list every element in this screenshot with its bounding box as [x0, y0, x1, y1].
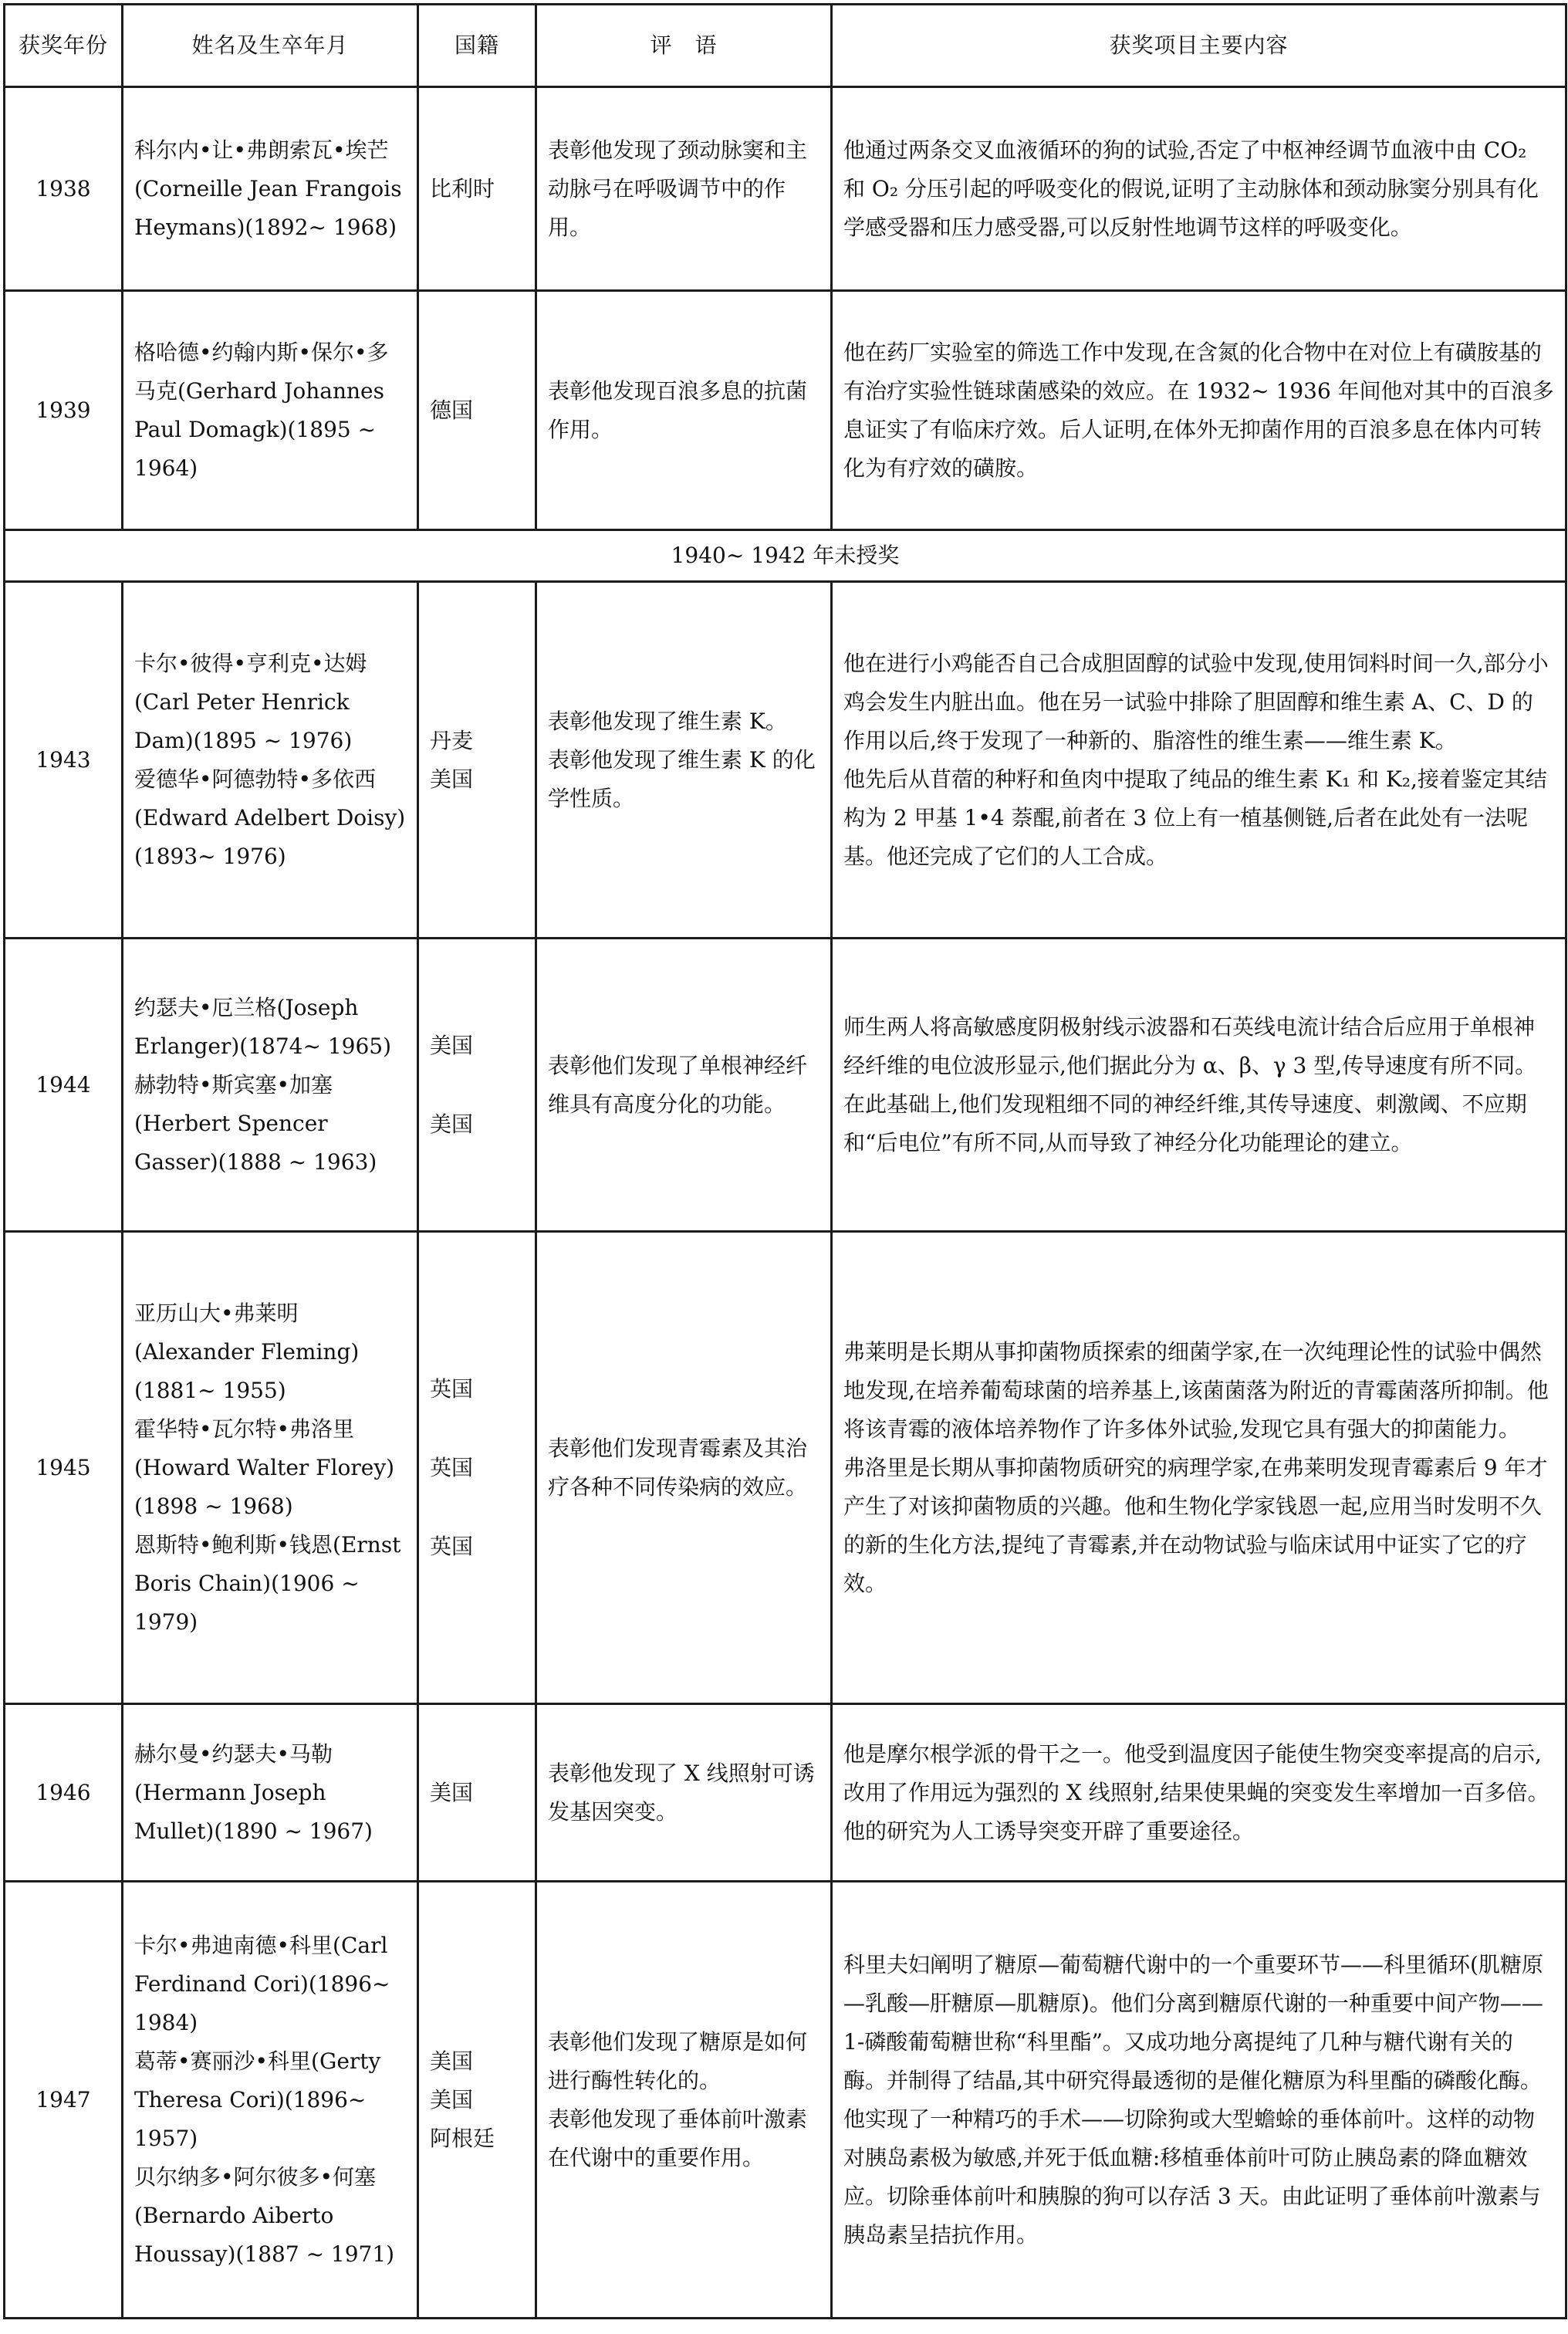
- header-year: 获奖年份: [5, 5, 123, 87]
- year-cell: 1947: [5, 1882, 123, 2319]
- nationality: 美国: [430, 766, 474, 792]
- table-row: [5, 939, 1566, 1232]
- comment-cell: [536, 1232, 832, 1704]
- laureate-name: 恩斯特•鲍利斯•钱恩(Ernst Boris Chain)(1906 ~ 1979): [134, 1531, 401, 1635]
- comment-cell: [536, 939, 832, 1232]
- citation: 表彰他们发现青霉素及其治疗各种不同传染病的效应。: [548, 1435, 808, 1500]
- content-cell: [832, 939, 1566, 1232]
- content-cell: [832, 291, 1566, 530]
- comment-cell: [536, 1704, 832, 1882]
- name-cell: [123, 582, 418, 939]
- nationality: 美国: [430, 1111, 474, 1137]
- nationality: 英国: [430, 1533, 474, 1559]
- nationality: 丹麦: [430, 727, 474, 753]
- laureate-name: 格哈德•约翰内斯•保尔•多马克(Gerhard Johannes Paul Domagk)(1895 ~ 1964): [134, 339, 389, 481]
- content-paragraph: 弗莱明是长期从事抑菌物质探索的细菌学家,在一次纯理论性的试验中偶然地发现,在培养葡萄球菌的培养基上,该菌菌落为附近的青霉菌落所抑制。他将该青霉的液体培养物作了许多体外试验,发现它具有强大的抑菌能力。: [843, 1338, 1549, 1442]
- laureate-name: 卡尔•弗迪南德•科里(Carl Ferdinand Cori)(1896~ 1984): [134, 1932, 390, 2035]
- content-cell: [832, 1232, 1566, 1704]
- nation-cell: [418, 1232, 536, 1704]
- nobel-prize-table: [3, 3, 1567, 2319]
- content-cell: [832, 87, 1566, 291]
- laureate-name: 卡尔•彼得•亨利克•达姆(Carl Peter Henrick Dam)(1895 ~ 1976): [134, 650, 367, 753]
- table-row: [5, 291, 1566, 530]
- laureate-name: 亚历山大•弗莱明(Alexander Fleming)(1881~ 1955): [134, 1300, 360, 1403]
- laureate-name: 赫勃特•斯宾塞•加塞(Herbert Spencer Gasser)(1888 ~ 1963): [134, 1071, 377, 1175]
- nationality: 英国: [430, 1375, 474, 1402]
- header-content: 获奖项目主要内容: [832, 5, 1566, 87]
- table-row: [5, 582, 1566, 939]
- year-cell: 1944: [5, 939, 123, 1232]
- laureate-name: 霍华特•瓦尔特•弗洛里(Howard Walter Florey)(1898 ~ 1968): [134, 1416, 395, 1519]
- comment-cell: [536, 1882, 832, 2319]
- nation-cell: [418, 1882, 536, 2319]
- header-row: [5, 5, 1566, 87]
- citation: 表彰他发现了颈动脉窦和主动脉弓在呼吸调节中的作用。: [548, 137, 808, 240]
- nationality: 美国: [430, 2048, 474, 2074]
- nationality: 美国: [430, 1779, 474, 1805]
- spacer: [430, 1065, 524, 1105]
- laureate-name: 赫尔曼•约瑟夫•马勒(Hermann Joseph Mullet)(1890 ~ 1967): [134, 1740, 373, 1844]
- content-paragraph: 他在进行小鸡能否自己合成胆固醇的试验中发现,使用饲料时间一久,部分小鸡会发生内脏出血。他在另一试验中排除了胆固醇和维生素 A、C、D 的作用以后,终于发现了一种新的、脂溶性的维生素——维生素 K。: [843, 650, 1549, 753]
- nationality: 英国: [430, 1454, 474, 1480]
- name-cell: [123, 1232, 418, 1704]
- content-paragraph: 他是摩尔根学派的骨干之一。他受到温度因子能使生物突变率提高的启示,改用了作用远为强烈的 X 线照射,结果使果蝇的突变发生率增加一百多倍。他的研究为人工诱导突变开辟了重要途径。: [843, 1740, 1549, 1844]
- laureate-name: 约瑟夫•厄兰格(Joseph Erlanger)(1874~ 1965): [134, 994, 392, 1059]
- year-cell: 1946: [5, 1704, 123, 1882]
- laureate-name: 葛蒂•赛丽沙•科里(Gerty Theresa Cori)(1896~ 1957): [134, 2048, 381, 2151]
- nationality: 美国: [430, 2086, 474, 2112]
- comment-cell: [536, 291, 832, 530]
- laureate-name: 贝尔纳多•阿尔彼多•何塞(Bernardo Aiberto Houssay)(1887 ~ 1971): [134, 2163, 395, 2267]
- name-cell: [123, 939, 418, 1232]
- year-cell: 1945: [5, 1232, 123, 1704]
- header-name: 姓名及生卒年月: [123, 5, 418, 87]
- table-row: [5, 1882, 1566, 2319]
- content-paragraph: 他实现了一种精巧的手术——切除狗或大型蟾蜍的垂体前叶。这样的动物对胰岛素极为敏感,并死于低血糖:移植垂体前叶可防止胰岛素的降血糖效应。切除垂体前叶和胰腺的狗可以存活 3 天。由此证明了垂体前叶激素与胰岛素呈拮抗作用。: [843, 2106, 1541, 2248]
- content-paragraph: 他通过两条交叉血液循环的狗的试验,否定了中枢神经调节血液中由 CO₂ 和 O₂ 分压引起的呼吸变化的假说,证明了主动脉体和颈动脉窦分别具有化学感受器和压力感受器,可以反射性地调节这样的呼吸变化。: [843, 137, 1539, 240]
- nation-cell: [418, 939, 536, 1232]
- no-award-row: [5, 530, 1566, 582]
- laureate-name: 爱德华•阿德勃特•多依西(Edward Adelbert Doisy)(1893~ 1976): [134, 766, 406, 869]
- content-paragraph: 他先后从苜蓿的种籽和鱼肉中提取了纯品的维生素 K₁ 和 K₂,接着鉴定其结构为 2 甲基 1•4 萘醌,前者在 3 位上有一植基侧链,后者在此处有一法呢基。他还完成了它们的人工合成。: [843, 766, 1547, 869]
- header-nation: 国籍: [418, 5, 536, 87]
- table-row: [5, 1704, 1566, 1882]
- no-award-note: 1940~ 1942 年未授奖: [5, 530, 1566, 582]
- nationality: 美国: [430, 1032, 474, 1058]
- table-row: [5, 87, 1566, 291]
- name-cell: [123, 291, 418, 530]
- citation: 表彰他发现了 X 线照射可诱发基因突变。: [548, 1760, 815, 1825]
- header-comment: 评 语: [536, 5, 832, 87]
- laureate-name: 科尔内•让•弗朗索瓦•埃芒(Corneille Jean Frangois Heymans)(1892~ 1968): [134, 137, 402, 240]
- nationality: 阿根廷: [430, 2125, 495, 2151]
- comment-cell: [536, 87, 832, 291]
- name-cell: [123, 1882, 418, 2319]
- citation: 表彰他发现了维生素 K。: [548, 708, 787, 734]
- content-paragraph: 科里夫妇阐明了糖原—葡萄糖代谢中的一个重要环节——科里循环(肌糖原—乳酸—肝糖原—肌糖原)。他们分离到糖原代谢的一种重要中间产物—— 1-磷酸葡萄糖世称“科里酯”。又成功地分离提纯了几种与糖代谢有关的酶。并制得了结晶,其中研究得最透彻的是催化糖原为科里酯的磷酸化酶。: [843, 1951, 1543, 2093]
- citation: 表彰他发现百浪多息的抗菌作用。: [548, 377, 808, 442]
- nation-cell: [418, 582, 536, 939]
- content-paragraph: 师生两人将高敏感度阴极射线示波器和石英线电流计结合后应用于单根神经纤维的电位波形显示,他们据此分为 α、β、γ 3 型,传导速度有所不同。在此基础上,他们发现粗细不同的神经纤维,其传导速度、刺激阈、不应期和“后电位”有所不同,从而导致了神经分化功能理论的建立。: [843, 1013, 1537, 1155]
- year-cell: 1943: [5, 582, 123, 939]
- content-paragraph: 他在药厂实验室的筛选工作中发现,在含氮的化合物中在对位上有磺胺基的有治疗实验性链球菌感染的效应。在 1932~ 1936 年间他对其中的百浪多息证实了有临床疗效。后人证明,在体外无抑菌作用的百浪多息在体内可转化为有疗效的磺胺。: [843, 339, 1554, 481]
- content-paragraph: 弗洛里是长期从事抑菌物质研究的病理学家,在弗莱明发现青霉素后 9 年才产生了对该抑菌物质的兴趣。他和生物化学家钱恩一起,应用当时发明不久的新的生化方法,提纯了青霉素,并在动物试验与临床试用中证实了它的疗效。: [843, 1454, 1548, 1596]
- nation-cell: [418, 291, 536, 530]
- nation-cell: [418, 1704, 536, 1882]
- citation: 表彰他发现了维生素 K 的化学性质。: [548, 746, 816, 811]
- year-cell: 1938: [5, 87, 123, 291]
- year-cell: 1939: [5, 291, 123, 530]
- name-cell: [123, 87, 418, 291]
- content-cell: [832, 582, 1566, 939]
- nationality: 比利时: [430, 175, 495, 201]
- name-cell: [123, 1704, 418, 1882]
- citation: 表彰他们发现了单根神经纤维具有高度分化的功能。: [548, 1052, 808, 1117]
- content-cell: [832, 1882, 1566, 2319]
- citation: 表彰他发现了垂体前叶激素在代谢中的重要作用。: [548, 2106, 808, 2170]
- spacer: [430, 1409, 524, 1449]
- nation-cell: [418, 87, 536, 291]
- comment-cell: [536, 582, 832, 939]
- table-row: [5, 1232, 1566, 1704]
- citation: 表彰他们发现了糖原是如何进行酶性转化的。: [548, 2028, 808, 2093]
- nationality: 德国: [430, 397, 474, 423]
- content-cell: [832, 1704, 1566, 1882]
- spacer: [430, 1487, 524, 1527]
